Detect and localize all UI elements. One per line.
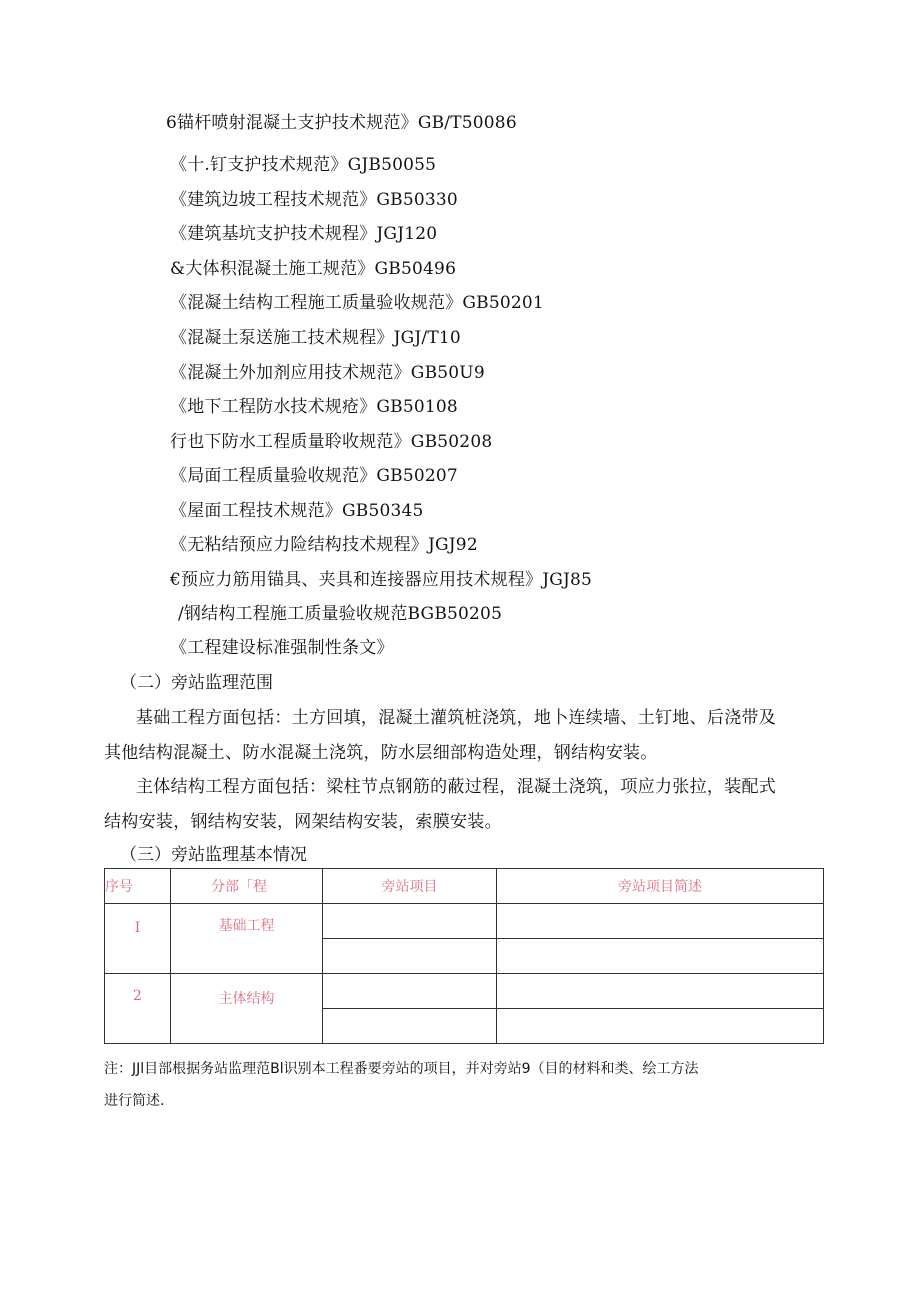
standard-item: 《混凝土结构工程施工质量验收规范》GB50201 xyxy=(170,293,544,313)
row-seq: I xyxy=(105,904,171,974)
header-description: 旁站项目简述 xyxy=(497,869,824,904)
row-division: 基础工程 xyxy=(171,904,323,974)
standard-item: ∕钢结构工程施工质量验收规范BGB50205 xyxy=(178,604,503,624)
standard-item: 行也下防水工程质量聆收规范》GB50208 xyxy=(170,432,493,452)
table-row xyxy=(105,974,824,1009)
header-item: 旁站项目 xyxy=(323,869,497,904)
description-cell xyxy=(497,974,824,1009)
standard-item: 《建筑边坡工程技术规范》GB50330 xyxy=(170,190,458,210)
paragraph-foundation-line1: 基础工程方面包括：土方回填，混凝土灌筑桩浇筑，地卜连续墙、土钉地、后浇带及 xyxy=(136,708,777,728)
supervision-table xyxy=(104,868,824,1044)
standard-item: 《工程建设标准强制性条文》 xyxy=(170,638,394,658)
note-line1: 注：JJl目部根据务站监理范Bl识别本工程番要旁站的项目，并对旁站9（目的材料和类、绘工方法 xyxy=(104,1061,699,1077)
header-seq: 序号 xyxy=(105,869,171,904)
table-header-row xyxy=(105,869,824,904)
standard-item: 《混凝土泵送施工技术规程》JGJ/T10 xyxy=(170,328,461,348)
row-seq: 2 xyxy=(105,974,171,1044)
item-cell xyxy=(323,974,497,1009)
standard-item: 《屋面工程技术规范》GB50345 xyxy=(170,501,424,521)
paragraph-foundation-line2: 其他结构混凝土、防水混凝土浇筑，防水层细部构造处理，钢结构安装。 xyxy=(104,743,658,763)
standard-item: 6锚杆喷射混凝土支护技术规范》GB/T50086 xyxy=(166,113,517,133)
section-heading-scope: （二）旁站监理范围 xyxy=(120,673,273,693)
item-cell xyxy=(323,939,497,974)
description-cell xyxy=(497,904,824,939)
standard-item: 《局面工程质量验收规范》GB50207 xyxy=(170,466,458,486)
description-cell xyxy=(497,939,824,974)
paragraph-structure-line2: 结构安装，钢结构安装，网架结构安装，索膜安装。 xyxy=(104,812,502,832)
header-division: 分部「程 xyxy=(171,869,323,904)
item-cell xyxy=(323,1009,497,1044)
standard-item: 《混凝土外加剂应用技术规范》GB50U9 xyxy=(170,363,485,383)
standard-item: 《无粘结预应力险结构技术规程》JGJ92 xyxy=(170,535,478,555)
section-heading-situation: （三）旁站监理基本情况 xyxy=(120,845,307,865)
paragraph-structure-line1: 主体结构工程方面包括：梁柱节点钢筋的蔽过程，混凝土浇筑，项应力张拉，装配式 xyxy=(136,777,777,797)
standard-item: 《建筑基坑支护技术规程》JGJ120 xyxy=(170,224,438,244)
table-row xyxy=(105,904,824,939)
table-note xyxy=(104,1053,824,1117)
item-cell xyxy=(323,904,497,939)
row-division: 主体结构 xyxy=(171,974,323,1044)
standard-item: 《地下工程防水技术规疮》GB50108 xyxy=(170,397,458,417)
description-cell xyxy=(497,1009,824,1044)
standard-item: €预应力筋用锚具、夹具和连接器应用技术规程》JGJ85 xyxy=(170,570,593,590)
note-line2: 进行简述. xyxy=(104,1093,165,1109)
standard-item: 《十.钉支护技术规范》GJB50055 xyxy=(170,155,437,175)
standard-item: &大体积混凝土施工规范》GB50496 xyxy=(170,259,457,279)
